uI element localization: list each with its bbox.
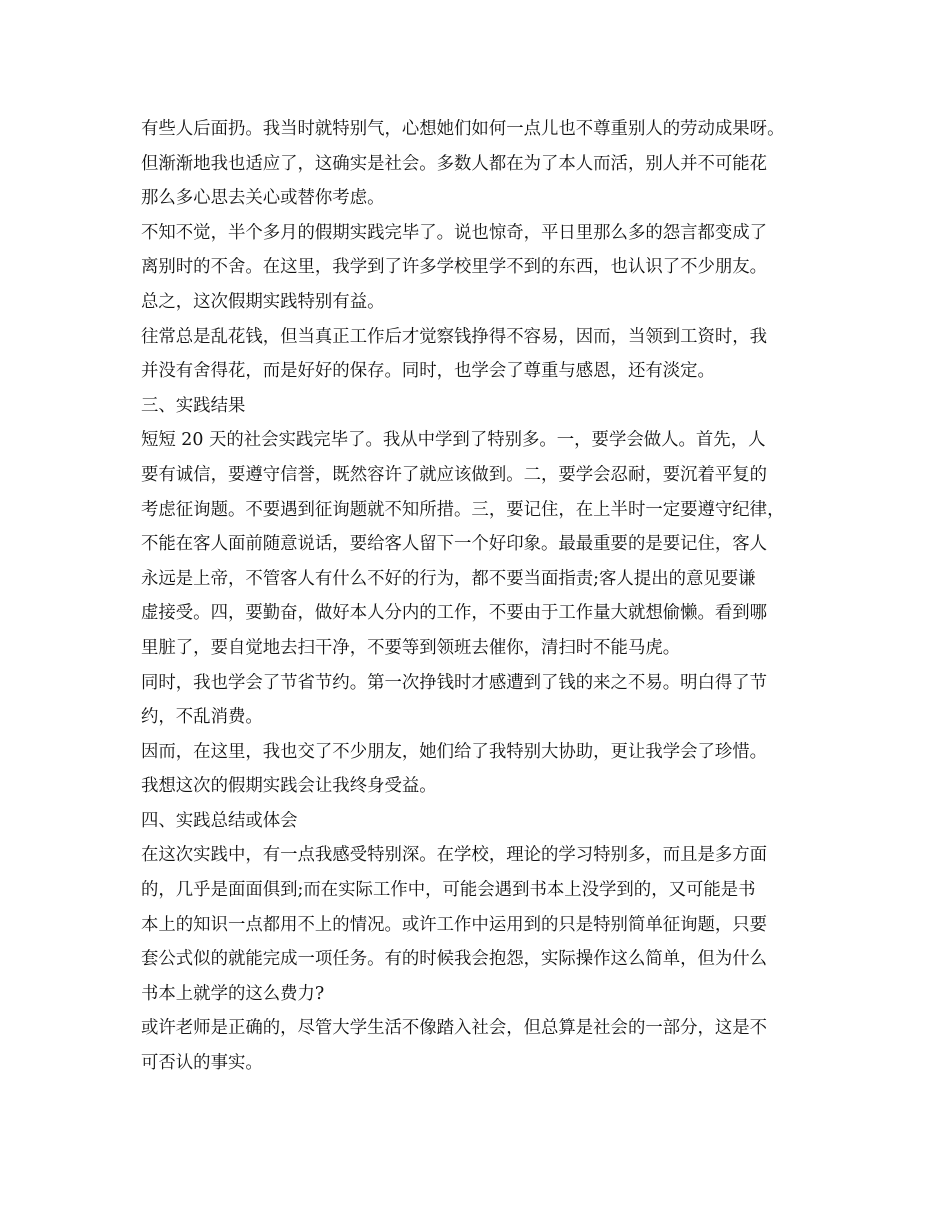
text-line: 那么多心思去关心或替你考虑。 [141,188,385,209]
text-line: 往常总是乱花钱，但当真正工作后才觉察钱挣得不容易，因而，当领到工资时，我 [141,326,768,347]
text-line: 要有诚信，要遵守信誉，既然容许了就应该做到。二，要学会忍耐，要沉着平复的 [141,464,768,485]
text-line: 或许老师是正确的，尽管大学生活不像踏入社会，但总算是社会的一部分，这是不 [141,1018,768,1039]
text-line: 总之，这次假期实践特别有益。 [141,291,385,312]
text-line: 同时，我也学会了节省节约。第一次挣钱时才感遭到了钱的来之不易。明白得了节 [141,672,768,693]
body-text [141,112,821,1081]
text-line: 离别时的不舍。在这里，我学到了许多学校里学不到的东西，也认识了不少朋友。 [141,257,768,278]
text-line: 不知不觉，半个多月的假期实践完毕了。说也惊奇，平日里那么多的怨言都变成了 [141,222,768,243]
section-heading: 四、实践总结或体会 [141,810,298,831]
text-line: 短短 20 天的社会实践完毕了。我从中学到了特别多。一，要学会做人。首先，人 [141,430,766,451]
text-line: 套公式似的就能完成一项任务。有的时候我会抱怨，实际操作这么简单，但为什么 [141,949,768,970]
text-line: 书本上就学的这么费力? [141,983,325,1004]
text-line: 有些人后面扔。我当时就特别气，心想她们如何一点儿也不尊重别人的劳动成果呀。 [141,119,785,139]
text-line: 虚接受。四，要勤奋，做好本人分内的工作，不要由于工作量大就想偷懒。看到哪 [141,603,768,624]
text-line: 可否认的事实。 [141,1053,263,1074]
text-line: 的，几乎是面面俱到;而在实际工作中，可能会遇到书本上没学到的，又可能是书 [141,880,756,901]
text-line: 本上的知识一点都用不上的情况。或许工作中运用到的只是特别简单征询题，只要 [141,914,768,935]
text-line: 约，不乱消费。 [141,707,263,728]
text-line: 因而，在这里，我也交了不少朋友，她们给了我特别大协助，更让我学会了珍惜。 [141,741,768,762]
text-line: 在这次实践中，有一点我感受特别深。在学校，理论的学习特别多，而且是多方面 [141,845,768,866]
text-line: 我想这次的假期实践会让我终身受益。 [141,776,437,797]
text-line: 考虑征询题。不要遇到征询题就不知所措。三，要记住，在上半时一定要遵守纪律， [141,499,785,520]
text-line: 永远是上帝，不管客人有什么不好的行为，都不要当面指责;客人提出的意见要谦 [141,568,756,589]
text-line: 并没有舍得花，而是好好的保存。同时，也学会了尊重与感恩，还有淡定。 [141,361,715,382]
section-heading: 三、实践结果 [141,395,246,416]
text-line: 但渐渐地我也适应了，这确实是社会。多数人都在为了本人而活，别人并不可能花 [141,153,768,174]
text-line: 里脏了，要自觉地去扫干净，不要等到领班去催你，清扫时不能马虎。 [141,637,681,658]
text-line: 不能在客人面前随意说话，要给客人留下一个好印象。最最重要的是要记住，客人 [141,534,768,555]
